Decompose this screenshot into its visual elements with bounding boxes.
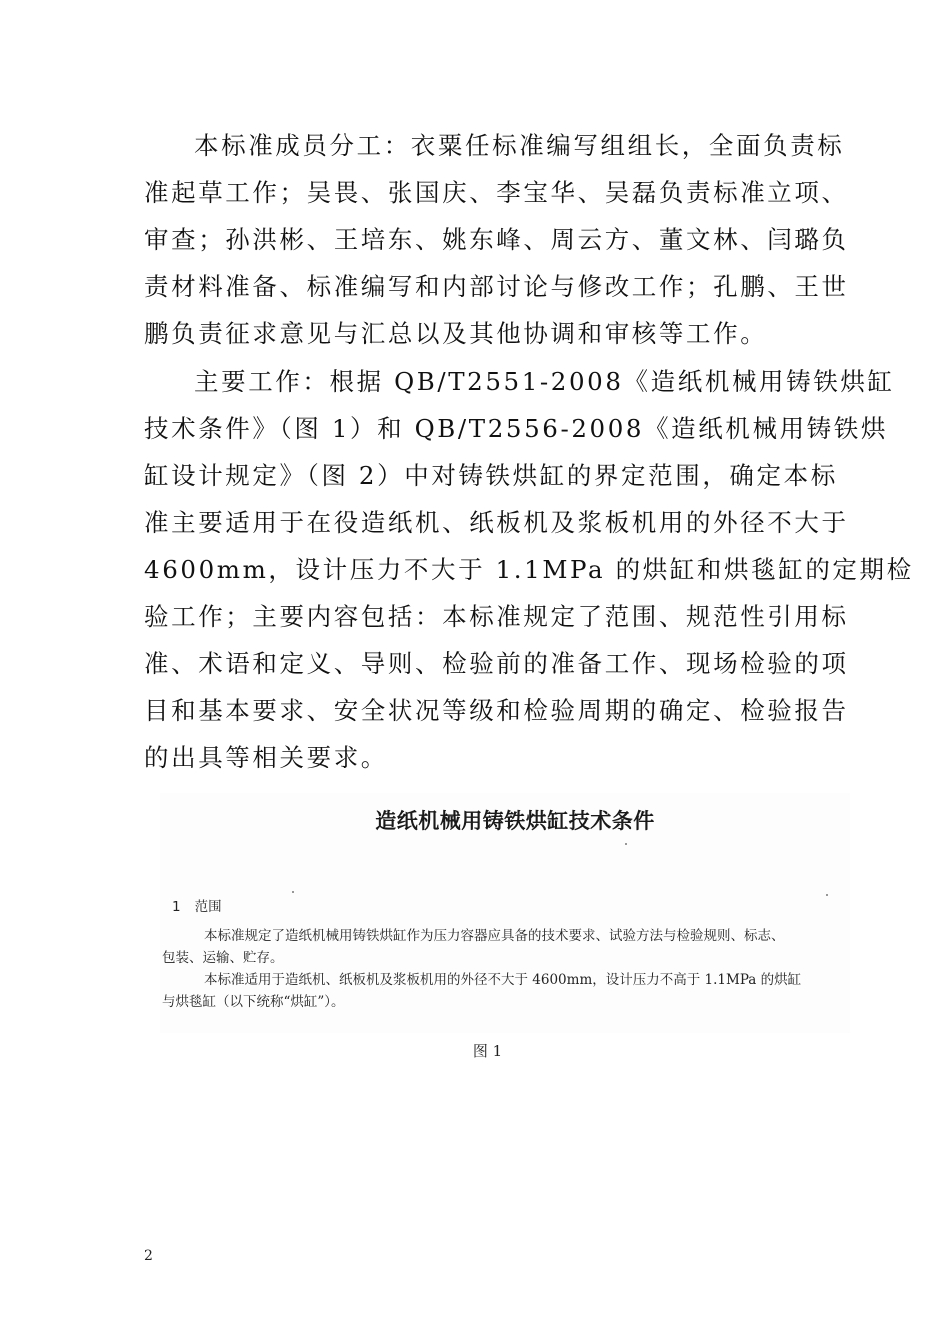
text-line: 验工作；主要内容包括：本标准规定了范围、规范性引用标 — [144, 602, 849, 631]
text-line: 准、术语和定义、导则、检验前的准备工作、现场检验的项 — [144, 649, 849, 678]
scan-speck — [625, 843, 627, 845]
text-line: 主要工作：根据 QB/T2551-2008《造纸机械用铸铁烘缸 — [194, 367, 895, 396]
text-line: 准起草工作；吴畏、张国庆、李宝华、吴磊负责标准立项、 — [144, 178, 849, 207]
figure-section-heading — [172, 895, 222, 915]
text-line: 4600mm，设计压力不大于 1.1MPa 的烘缸和烘毯缸的定期检 — [144, 555, 914, 584]
figure-text-line: 本标准适用于造纸机、纸板机及浆板机用的外径不大于 4600mm，设计压力不高于 1.1MPa 的烘缸 — [204, 972, 802, 988]
text-line: 准主要适用于在役造纸机、纸板机及浆板机用的外径不大于 — [144, 508, 849, 537]
figure-title: 造纸机械用铸铁烘缸技术条件 — [375, 809, 655, 833]
figure-paragraph — [162, 969, 850, 1013]
figure-paragraph — [162, 925, 850, 969]
text-line: 目和基本要求、安全状况等级和检验周期的确定、检验报告 — [144, 696, 849, 725]
figure-scanned-excerpt — [160, 793, 850, 1033]
figure-text-line: 与烘毯缸（以下统称“烘缸”）。 — [162, 994, 345, 1010]
text-line: 缸设计规定》（图 2）中对铸铁烘缸的界定范围，确定本标 — [144, 461, 838, 490]
section-number: 1 — [172, 899, 181, 915]
text-line: 本标准成员分工：衣粟任标准编写组组长，全面负责标 — [194, 131, 845, 160]
text-line: 鹏负责征求意见与汇总以及其他协调和审核等工作。 — [144, 319, 768, 348]
figure-text-line: 包装、运输、贮存。 — [162, 950, 284, 966]
scan-speck — [292, 891, 294, 893]
paragraph-main-work — [144, 358, 914, 781]
text-line: 技术条件》（图 1）和 QB/T2556-2008《造纸机械用铸铁烘 — [144, 414, 888, 443]
text-line: 责材料准备、标准编写和内部讨论与修改工作；孔鹏、王世 — [144, 272, 849, 301]
paragraph-members — [144, 122, 849, 357]
section-title: 范围 — [194, 899, 222, 915]
figure-caption: 图 1 — [472, 1042, 503, 1060]
text-line: 审查；孙洪彬、王培东、姚东峰、周云方、董文林、闫璐负 — [144, 225, 849, 254]
text-line: 的出具等相关要求。 — [144, 743, 388, 772]
scan-speck — [826, 894, 828, 896]
figure-text-line: 本标准规定了造纸机械用铸铁烘缸作为压力容器应具备的技术要求、试验方法与检验规则、标志、 — [204, 928, 785, 944]
page-number: 2 — [144, 1248, 153, 1264]
